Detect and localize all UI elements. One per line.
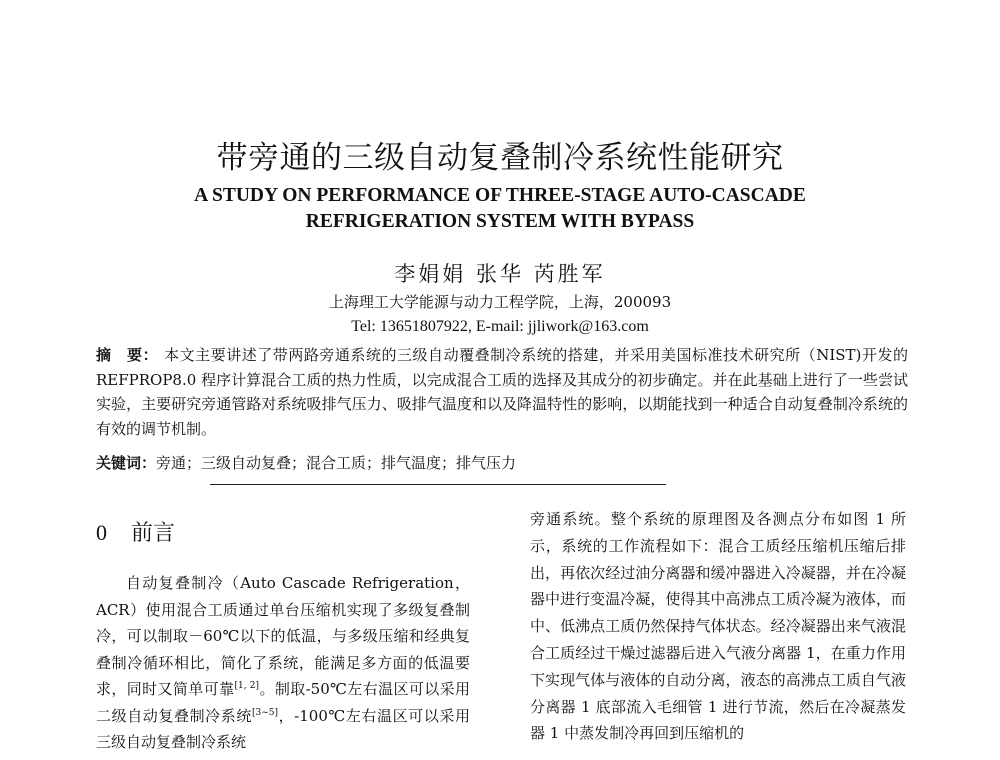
contact-info: Tel: 13651807922, E-mail: jjliwork@163.com <box>351 318 649 335</box>
abstract-text: 本文主要讲述了带两路旁通系统的三级自动覆叠制冷系统的搭建，并采用美国标准技术研究所（NIST)开发的 REFPROP8.0 程序计算混合工质的热力性质，以完成混合工质的选择及其成分的初步确定。并在此基础上进行了一些尝试实验，主要研究旁通管路对系统吸排气压力、吸排气温度和以及降温特性的影响，以期能找到一种适合自动复叠制冷系统的有效的调节机制。 <box>96 346 908 438</box>
abstract-label: 摘 要： <box>96 346 159 364</box>
affiliation: 上海理工大学能源与动力工程学院，上海，200093 <box>328 293 672 311</box>
title-en-line-1: A STUDY ON PERFORMANCE OF THREE-STAGE AUTO-CASCADE <box>194 185 806 206</box>
divider-rule <box>210 484 666 485</box>
title-en-line-2: REFRIGERATION SYSTEM WITH BYPASS <box>305 211 695 232</box>
left-paragraph-part-1: 自动复叠制冷（Auto Cascade Refrigeration，ACR）使用混合工质通过单台压缩机实现了多级复叠制冷，可以制取－60℃以下的低温，与多级压缩和经典复叠制冷循环相比，简化了系统，能满足多方面的低温要求，同时又简单可靠 <box>96 574 470 698</box>
citation-ref-2: [3~5] <box>251 707 278 718</box>
left-paragraph-part-2: 。制取-50℃左右温区可以采用二级自动复叠制冷系统 <box>96 680 470 725</box>
keywords-text: 旁通；三级自动复叠；混合工质；排气温度；排气压力 <box>156 454 517 472</box>
authors: 李娟娟 张华 芮胜军 <box>394 262 606 286</box>
section-title: 前言 <box>131 521 176 546</box>
abstract <box>96 343 908 441</box>
citation-ref-1: [1, 2] <box>234 681 260 691</box>
left-column-body <box>96 570 470 760</box>
keywords <box>96 452 908 473</box>
right-column-body: 旁通系统。整个系统的原理图及各测点分布如图 1 所示，系统的工作流程如下：混合工质经压缩机压缩后排出，再依次经过油分离器和缓冲器进入冷凝器，并在冷凝器中进行变温冷凝，使得其中高沸点工质冷凝为液体，而中、低沸点工质仍然保持气体状态。经冷凝器出来气液混合工质经过干燥过滤器后进入气液分离器 1，在重力作用下实现气体与液体的自动分离，液态的高沸点工质自气液分离器 1 底部流入毛细管 1 进行节流，然后在冷凝蒸发器 1 中蒸发制冷再回到压缩机的 <box>530 510 906 743</box>
paper-title-english <box>0 183 1000 235</box>
keywords-label: 关键词： <box>96 454 157 472</box>
section-heading <box>96 516 175 547</box>
section-number: 0 <box>96 520 107 545</box>
left-paragraph-part-3: ，-100℃左右温区可以采用三级自动复叠制冷系统 <box>96 706 470 751</box>
paper-title-chinese: 带旁通的三级自动复叠制冷系统性能研究 <box>216 140 784 176</box>
